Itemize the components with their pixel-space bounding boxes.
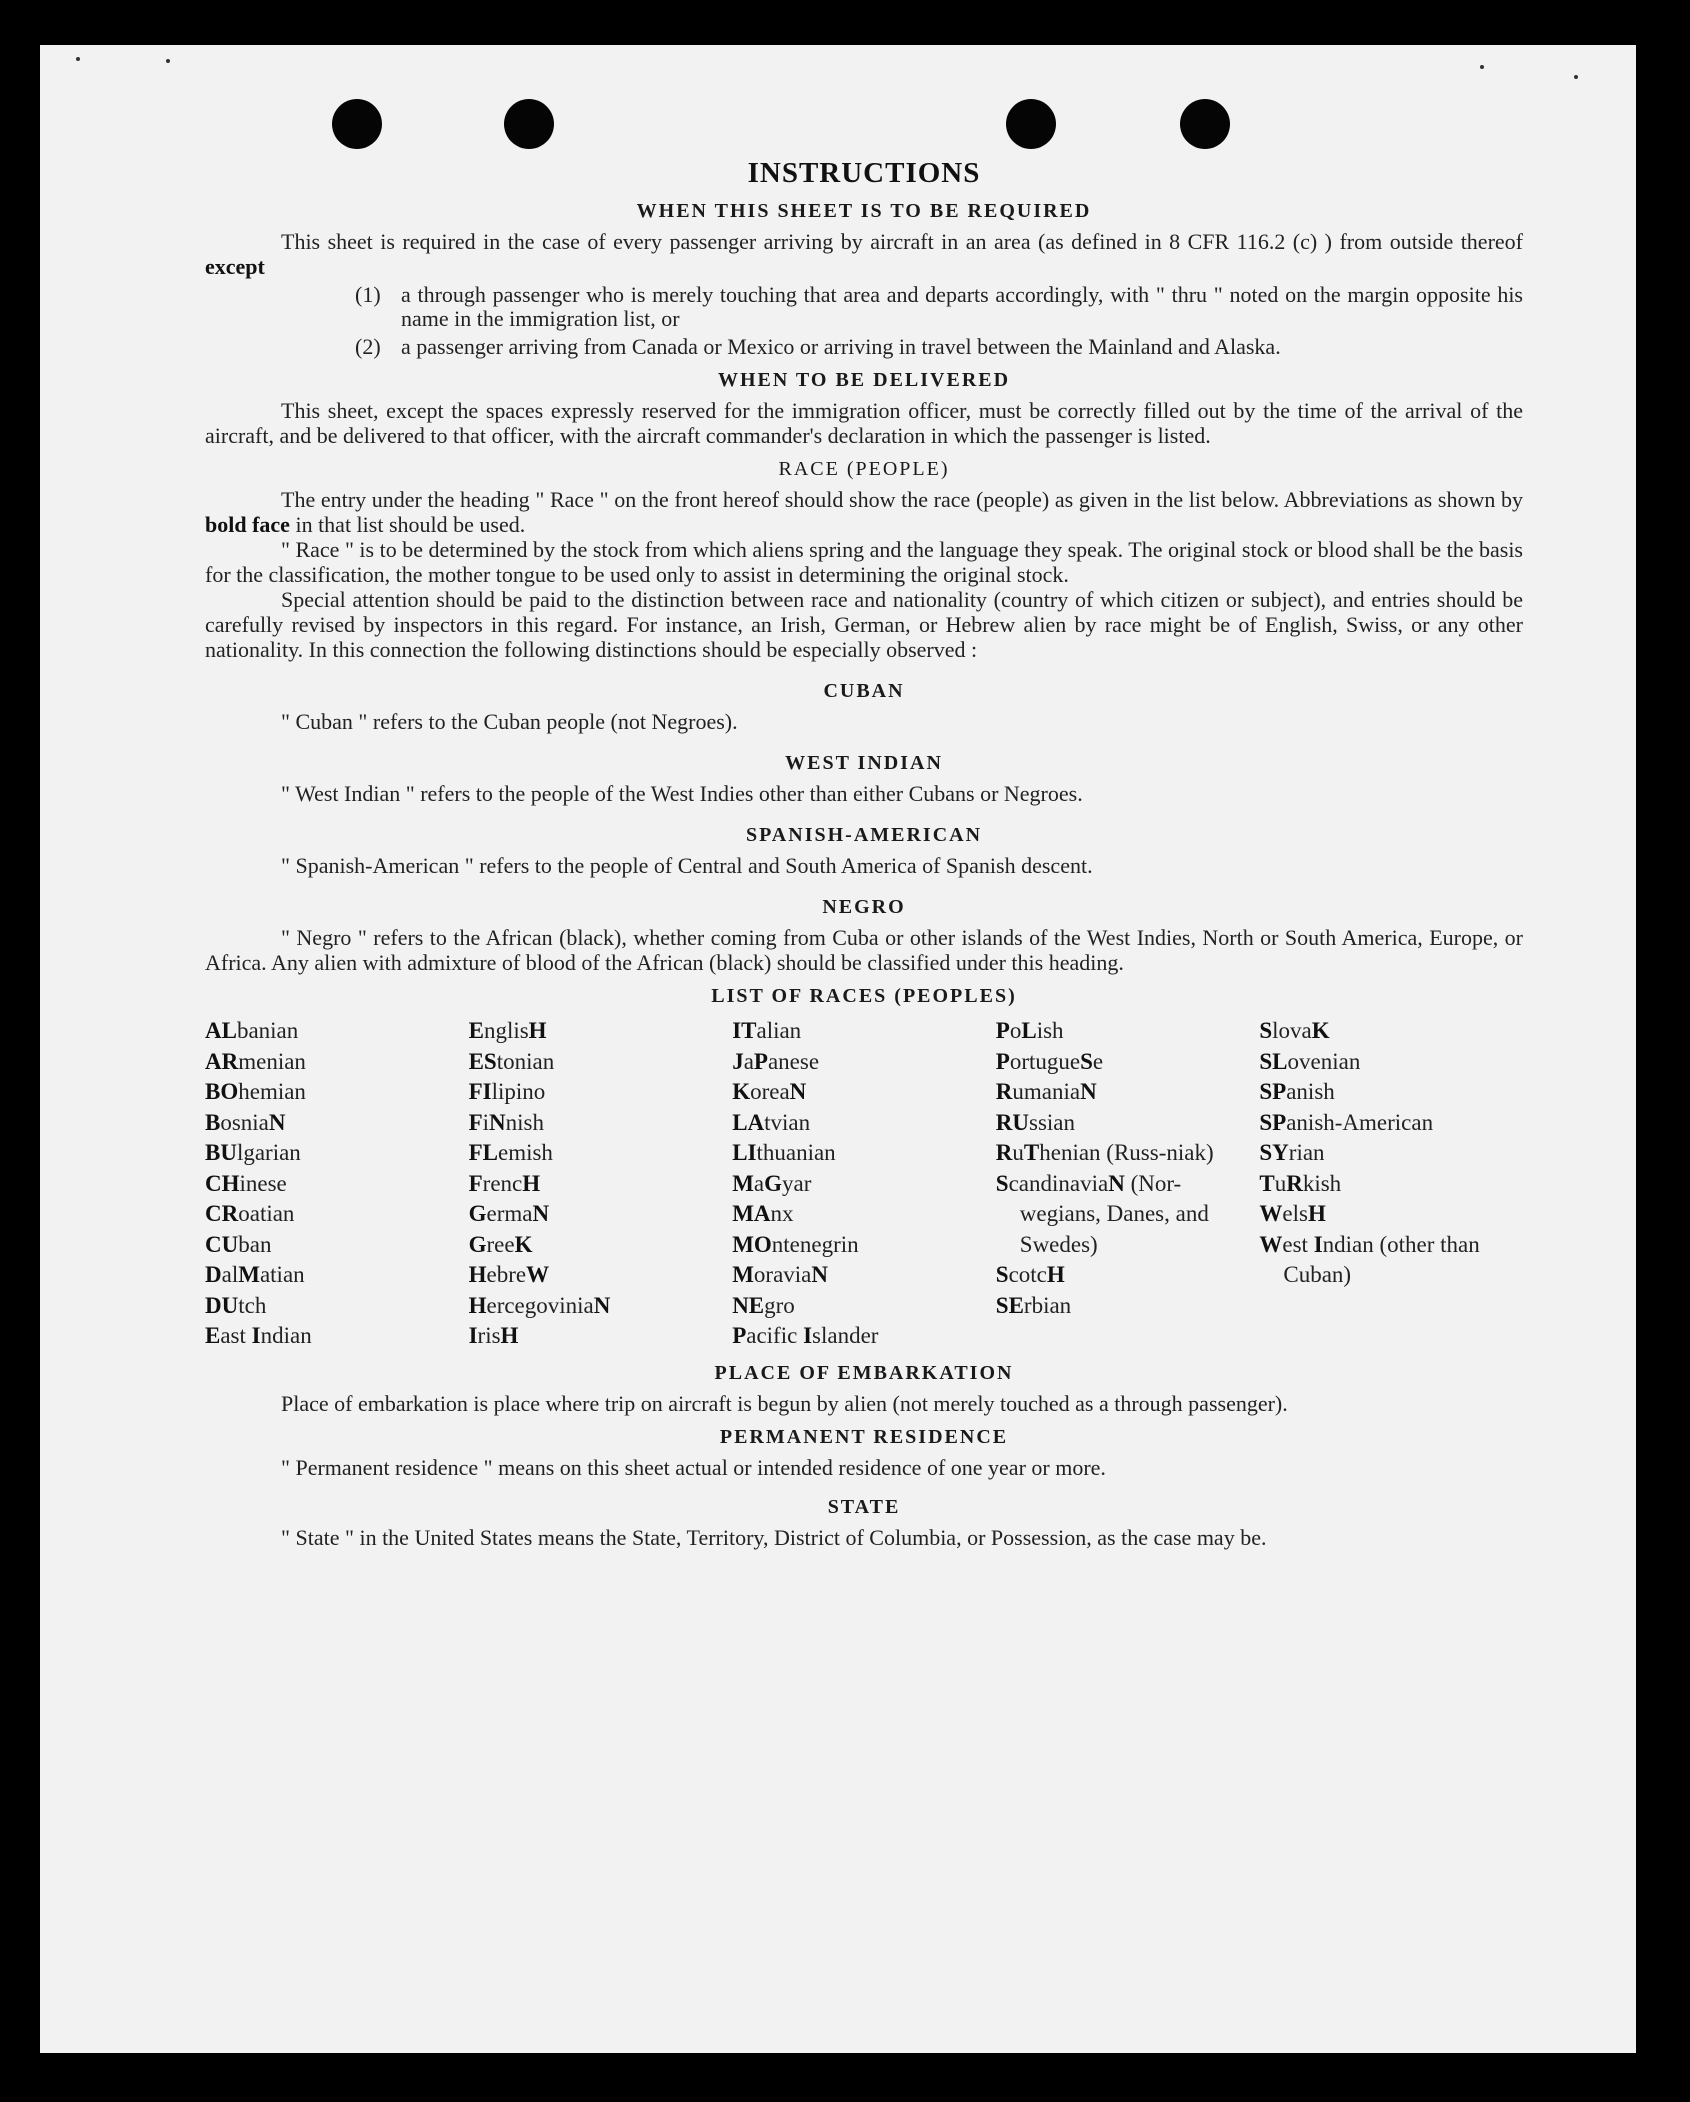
section-paragraph (205, 229, 1523, 279)
punch-hole (504, 99, 554, 149)
race-entry: East Indian (205, 1323, 312, 1348)
race-entry: EStonian (468, 1048, 555, 1074)
race-column (469, 1016, 733, 1352)
speck (1574, 75, 1578, 79)
race-entry: SPanish (1259, 1079, 1335, 1104)
race-entry: Pacific Islander (732, 1323, 879, 1348)
race-entry: HebreW (468, 1262, 550, 1287)
race-column (996, 1016, 1260, 1352)
race-entry: LAtvian (732, 1109, 811, 1135)
race-entry: CUban (205, 1231, 272, 1257)
race-entry: DalMatian (205, 1262, 305, 1287)
item-text: a passenger arriving from Canada or Mexico or arriving in travel between the Mainland and Alaska. (401, 334, 1281, 359)
races-list (205, 1016, 1523, 1352)
race-entry: SYrian (1259, 1140, 1325, 1165)
race-entry: MoraviaN (732, 1262, 828, 1287)
race-entry: RumaniaN (995, 1079, 1097, 1104)
list-item (355, 283, 1523, 331)
punch-hole (332, 99, 382, 149)
section-heading: PLACE OF EMBARKATION (714, 1361, 1014, 1384)
bold-text: bold face (205, 512, 290, 537)
race-entry: NEgro (732, 1292, 795, 1318)
punch-hole (1006, 99, 1056, 149)
race-entry: FrencH (468, 1170, 541, 1196)
race-entry: FiNnish (468, 1109, 545, 1135)
section-heading: PERMANENT RESIDENCE (719, 1425, 1009, 1448)
speck (1480, 65, 1484, 69)
speck (76, 57, 80, 61)
section-paragraph (205, 487, 1523, 537)
punch-hole (1180, 99, 1230, 149)
race-entry: West Indian (other than Cuban) (1259, 1231, 1480, 1287)
race-entry: HercegoviniaN (468, 1292, 611, 1318)
race-entry: IrisH (468, 1323, 519, 1348)
section-heading: SPANISH-AMERICAN (745, 824, 983, 846)
race-entry: MaGyar (732, 1170, 812, 1196)
race-entry: TuRkish (1259, 1170, 1342, 1196)
item-number: (2) (355, 334, 381, 359)
section-paragraph: This sheet, except the spaces expressly reserved for the immigration officer, must be correctly filled out by the time of the arrival of the aircraft, and be delivered to that officer, with the aircraft commander's declaration in which the passenger is listed. (205, 398, 1523, 448)
race-entry: SErbian (995, 1292, 1072, 1318)
race-entry: CHinese (205, 1170, 287, 1196)
race-column (732, 1016, 996, 1352)
race-entry: FLemish (468, 1140, 553, 1165)
race-entry: KoreaN (732, 1079, 807, 1104)
race-entry: MAnx (732, 1201, 794, 1226)
race-entry: BosniaN (205, 1109, 286, 1135)
section-heading: WHEN THIS SHEET IS TO BE REQUIRED (636, 200, 1092, 222)
race-entry: FIlipino (468, 1079, 546, 1104)
races-heading: LIST OF RACES (PEOPLES) (711, 985, 1017, 1007)
race-entry: PortugueSe (995, 1048, 1104, 1074)
section-paragraph: " Spanish-American " refers to the people of Central and South America of Spanish descent. (281, 853, 1093, 878)
bold-text: except (205, 254, 265, 279)
section-heading: NEGRO (822, 896, 906, 918)
race-entry: ScandinaviaN (Nor-wegians, Danes, and Swedes) (995, 1170, 1209, 1257)
race-column (1259, 1016, 1523, 1352)
race-entry: ITalian (732, 1018, 802, 1043)
section-heading: WEST INDIAN (785, 752, 943, 774)
race-entry: RUssian (995, 1109, 1076, 1135)
section-paragraph: " West Indian " refers to the people of the West Indies other than either Cubans or Negroes. (281, 781, 1083, 806)
race-entry: EnglisH (468, 1018, 547, 1043)
race-entry: PoLish (995, 1018, 1064, 1043)
section-paragraph: Special attention should be paid to the distinction between race and nationality (country of which citizen or subject), and entries should be carefully revised by inspectors in this regard. For instance, an Irish, German, or Hebrew alien by race might be of English, Swiss, or any other nationality. In this connection the following distinctions should be especially observed : (205, 587, 1523, 662)
section-paragraph: " Race " is to be determined by the stock from which aliens spring and the language they speak. The original stock or blood shall be the basis for the classification, the mother tongue to be used only to assist in determining the original stock. (205, 537, 1523, 587)
section-heading: STATE (827, 1495, 901, 1518)
section-heading: CUBAN (823, 680, 905, 702)
race-entry: LIthuanian (732, 1140, 836, 1165)
race-entry: MOntenegrin (732, 1231, 859, 1257)
race-entry: SLovenian (1259, 1048, 1361, 1074)
race-entry: DUtch (205, 1292, 267, 1318)
race-column (205, 1016, 469, 1352)
race-entry: SPanish-American (1259, 1109, 1434, 1135)
race-entry: GreeK (468, 1231, 533, 1257)
section-heading: WHEN TO BE DELIVERED (717, 369, 1011, 391)
document-sheet (40, 45, 1636, 2053)
race-entry: WelsH (1259, 1201, 1326, 1226)
section-paragraph: Place of embarkation is place where trip on aircraft is begun by alien (not merely touched as a through passenger). (281, 1390, 1288, 1416)
page-title: INSTRUCTIONS (747, 157, 981, 189)
paragraph-text: in that list should be used. (295, 512, 526, 537)
section-paragraph: " Negro " refers to the African (black), whether coming from Cuba or other islands of the West Indies, North or South America, Europe, or Africa. Any alien with admixture of blood of the African (black) should be classified under this heading. (205, 925, 1523, 975)
race-entry: RuThenian (Russ-niak) (995, 1140, 1214, 1165)
speck (166, 59, 170, 63)
item-number: (1) (355, 282, 381, 307)
section-heading: RACE (PEOPLE) (778, 458, 950, 480)
paragraph-text: The entry under the heading " Race " on the front hereof should show the race (people) as given in the list below. Abbreviations as shown by (281, 487, 1523, 512)
instructions-content (205, 157, 1523, 1550)
race-entry: ScotcH (995, 1262, 1065, 1287)
race-entry: BOhemian (205, 1079, 306, 1104)
section-paragraph: " Permanent residence " means on this sheet actual or intended residence of one year or more. (281, 1454, 1106, 1480)
list-item (355, 335, 1523, 359)
race-entry: BUlgarian (205, 1140, 301, 1165)
race-entry: JaPanese (732, 1048, 820, 1074)
section-paragraph: " Cuban " refers to the Cuban people (not Negroes). (281, 709, 738, 734)
race-entry: SlovaK (1259, 1018, 1330, 1043)
race-entry: GermaN (468, 1201, 550, 1226)
race-entry: ALbanian (205, 1018, 299, 1043)
race-entry: ARmenian (205, 1048, 306, 1074)
item-text: a through passenger who is merely touching that area and departs accordingly, with " thru " noted on the margin opposite his name in the immigration list, or (401, 282, 1523, 331)
race-entry: CRoatian (205, 1201, 295, 1226)
section-paragraph: " State " in the United States means the State, Territory, District of Columbia, or Possession, as the case may be. (281, 1524, 1267, 1550)
paragraph-text: This sheet is required in the case of every passenger arriving by aircraft in an area (as defined in 8 CFR 116.2 (c) ) from outside thereof (281, 229, 1523, 254)
